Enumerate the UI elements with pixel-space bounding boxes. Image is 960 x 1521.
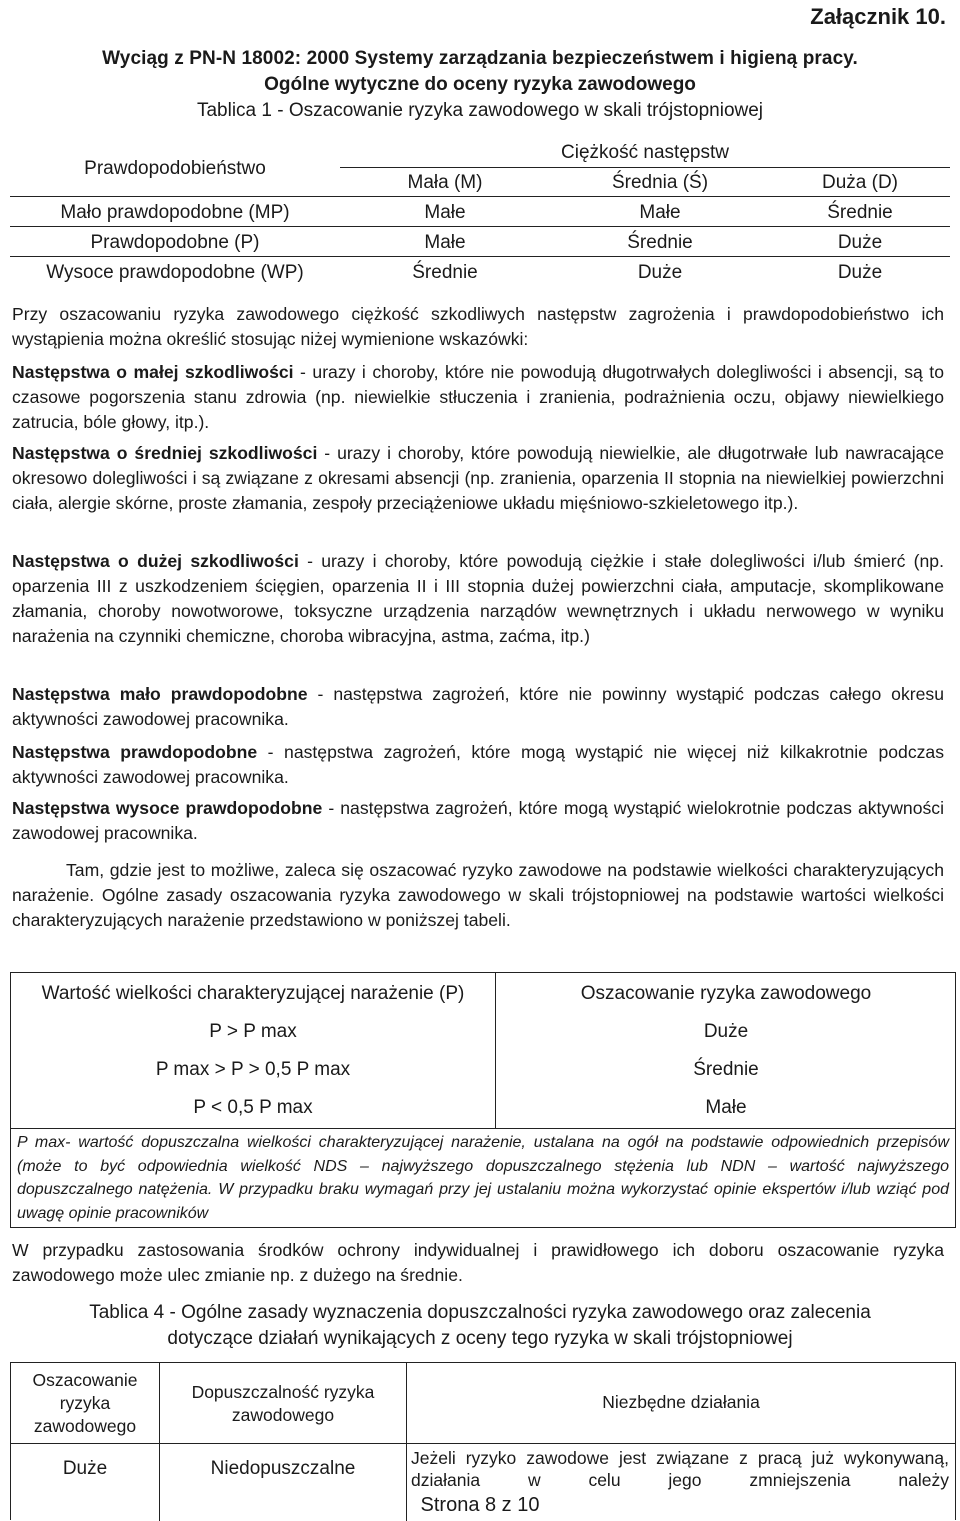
exposure-paragraph: Tam, gdzie jest to możliwe, zaleca się oszacować ryzyko zawodowe na podstawie wielkości charakteryzujących narażenie. Ogólne zasady oszacowania ryzyka zawodowego w skali trójstopniowej na podstawie wartości wielkości charakteryzujących narażenie przedstawiono w poniższej tabeli. <box>12 860 944 930</box>
severity-header: Ciężkość następstw <box>561 142 729 163</box>
definition-term: Następstwa mało prawdopodobne <box>12 684 308 704</box>
intro-paragraph: Przy oszacowaniu ryzyka zawodowego ciężkość szkodliwych następstw zagrożenia i prawdopodobieństwo ich wystąpienia można określić stosując niżej wymienione wskazówki: <box>12 304 944 349</box>
severity-level: Duża (D) <box>821 172 898 193</box>
definition-text: - urazy i choroby, które powodują niewielkie, ale długotrwałe lub nawracające okresowo dolegliwości i są związane z okresami absencji (np. zranienia, oparzenia II stopnia na niewielkiej powierzchni ciała, alergie skórne, proste złamania, zespoły przeciążeniowe układu mięśniowo-szkieletowego itp.). <box>12 443 944 513</box>
exposure-value-header: Wartość wielkości charakteryzującej narażenie (P) <box>41 983 465 1004</box>
acceptability-cell: Niedopuszczalne <box>210 1458 356 1479</box>
risk-assessment-header: Oszacowanie ryzyka zawodowego <box>32 1370 138 1436</box>
condition-cell: P < 0,5 P max <box>193 1097 313 1118</box>
large-harm-paragraph <box>12 549 944 649</box>
definition-term: Następstwa o średniej szkodliwości <box>12 443 318 463</box>
document-subtitle: Ogólne wytyczne do oceny ryzyka zawodowego <box>264 74 696 95</box>
table4-caption: dotyczące działań wynikających z oceny tego ryzyka w skali trójstopniowej <box>167 1328 793 1349</box>
table-row <box>10 198 950 228</box>
definition-term: Następstwa o dużej szkodliwości <box>12 551 299 571</box>
definition-text: - następstwa zagrożeń, które mogą wystąpić wielokrotnie podczas aktywności zawodowej pracownika. <box>12 798 944 843</box>
risk-cell: Duże <box>62 1458 108 1479</box>
definition-term: Następstwa prawdopodobne <box>12 742 258 762</box>
table-cell: Duże <box>837 232 883 253</box>
definition-text: - następstwa zagrożeń, które nie powinny wystąpić podczas całego okresu aktywności zawodowej pracownika. <box>12 684 944 729</box>
table-header-row <box>10 138 950 168</box>
severity-levels-row <box>10 168 950 198</box>
risk-assessment-header: Oszacowanie ryzyka zawodowego <box>580 983 872 1004</box>
actions-cell: Jeżeli ryzyko zawodowe jest związane z pracą już wykonywaną, działania w celu jego zmniejszenia należy <box>411 1448 949 1490</box>
unlikely-paragraph <box>12 682 944 732</box>
table1-caption: Tablica 1 - Oszacowanie ryzyka zawodowego w skali trójstopniowej <box>196 100 764 121</box>
definition-text: - następstwa zagrożeń, które mogą wystąpić nie więcej niż kilkakrotnie podczas aktywności zawodowej pracownika. <box>12 742 945 787</box>
ppe-paragraph: W przypadku zastosowania środków ochrony indywidualnej i prawidłowego ich doboru oszacowanie ryzyka zawodowego może ulec zmianie np. z dużego na średnie. <box>12 1240 944 1285</box>
table-cell: Średnie <box>827 202 893 223</box>
definition-text: - urazy i choroby, które nie powodują długotrwałych dolegliwości i absencji, są to czasowe pogorszenia stanu zdrowia (np. niewielkie stłuczenia i zranienia, podrażnienia oczu, objawy niewielkiego zatrucia, bóle głowy, itp.). <box>12 362 944 432</box>
table-cell: Duże <box>837 262 883 283</box>
row-label: Mało prawdopodobne (MP) <box>60 202 290 223</box>
definition-term: Następstwa wysoce prawdopodobne <box>12 798 323 818</box>
row-label: Prawdopodobne (P) <box>90 232 260 253</box>
severity-level: Mała (M) <box>407 172 483 193</box>
table4-caption: Tablica 4 - Ogólne zasady wyznaczenia dopuszczalności ryzyka zawodowego oraz zalecenia <box>89 1302 871 1323</box>
risk-cell: Średnie <box>693 1059 759 1080</box>
table-row <box>10 258 950 288</box>
table-cell: Małe <box>424 202 466 223</box>
acceptability-header: Dopuszczalność ryzyka zawodowego <box>191 1382 375 1425</box>
table-rule <box>11 1128 955 1129</box>
small-harm-paragraph <box>12 360 944 435</box>
very-likely-paragraph <box>12 796 944 846</box>
actions-header: Niezbędne działania <box>602 1392 760 1412</box>
severity-level: Średnia (Ś) <box>611 172 709 193</box>
document-title: Wyciąg z PN-N 18002: 2000 Systemy zarządzania bezpieczeństwem i higieną pracy. <box>102 48 858 69</box>
condition-cell: P > P max <box>209 1021 297 1042</box>
table-cell: Średnie <box>412 262 478 283</box>
row-label: Wysoce prawdopodobne (WP) <box>46 262 304 283</box>
risk-cell: Duże <box>703 1021 749 1042</box>
table-cell: Średnie <box>627 232 693 253</box>
page-number: Strona 8 z 10 <box>420 1494 540 1516</box>
definition-term: Następstwa o małej szkodliwości <box>12 362 294 382</box>
pmax-note: P max- wartość dopuszczalna wielkości charakteryzującej narażenie, ustalana na ogół na podstawie odpowiednich przepisów (może to być odpowiednia wielkość NDS – najwyższego dopuszczalnego stężenia lub NDN – wartość najwyższego dopuszczalnego natężenia. W przypadku braku wymagań przy jej ustalaniu można wykorzystać opinie ekspertów i/lub wziąć pod uwagę opinie pracowników <box>17 1134 949 1222</box>
definition-text: - urazy i choroby, które powodują ciężkie i stałe dolegliwości i/lub śmierć (np. oparzenia III z uszkodzeniem ścięgien, oparzenia II i III stopnia dużej powierzchni ciała, amputacje, skomplikowane złamania, choroby nowotworowe, toksyczne urządzenia narządów wewnętrznych i układu nerwowego w wyniku narażenia na czynniki chemiczne, choroba wibracyjna, astma, zaćma, itp.) <box>12 551 944 646</box>
table-row <box>10 228 950 258</box>
condition-cell: P max > P > 0,5 P max <box>155 1059 351 1080</box>
table-cell: Duże <box>637 262 683 283</box>
likely-paragraph <box>12 740 944 790</box>
exposure-risk-table <box>10 972 956 1228</box>
annex-label: Załącznik 10. <box>810 4 946 29</box>
risk-cell: Małe <box>705 1097 747 1118</box>
medium-harm-paragraph <box>12 441 944 516</box>
probability-header: Prawdopodobieństwo <box>84 158 266 179</box>
table-rule <box>11 1443 955 1444</box>
table-cell: Małe <box>424 232 466 253</box>
table-cell: Małe <box>639 202 681 223</box>
